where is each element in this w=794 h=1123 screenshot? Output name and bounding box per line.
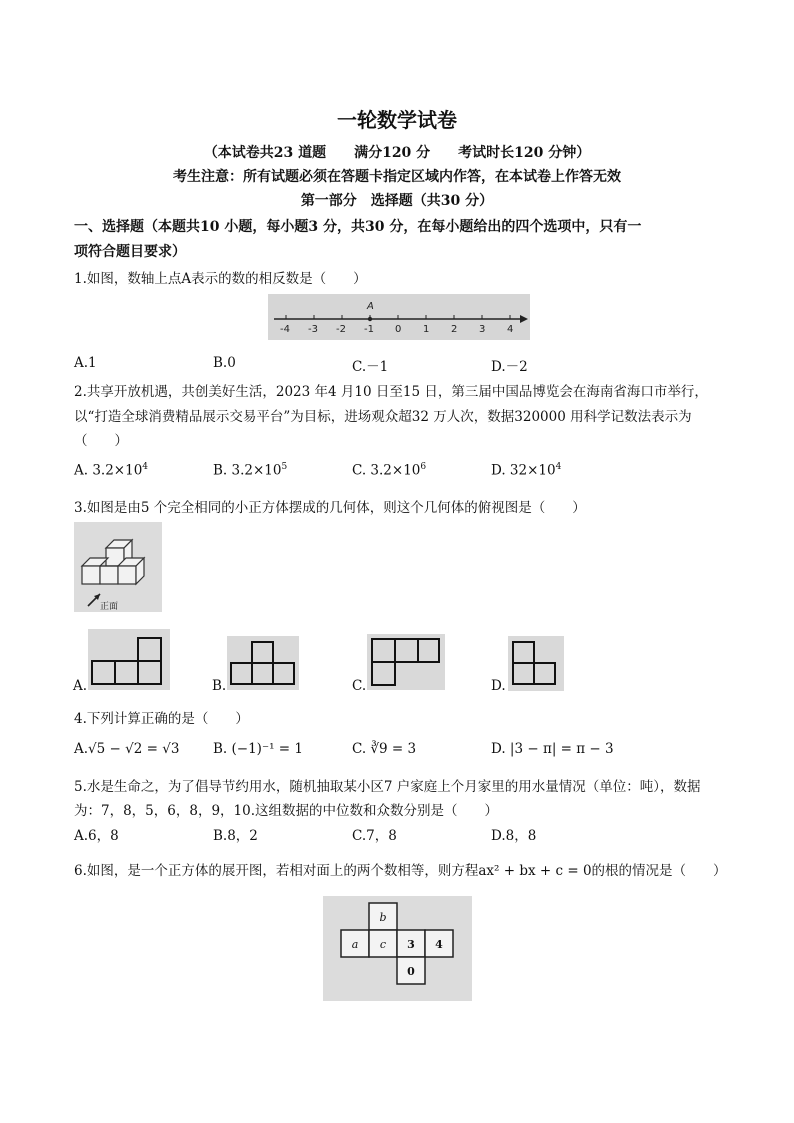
q6-stem: 6.如图，是一个正方体的展开图，若相对面上的两个数相等，则方程ax² + bx + c = 0的根的情况是（ ）	[74, 863, 727, 879]
q5-stem-line2: 为：7，8，5，6，8，9，10.这组数据的中位数和众数分别是（ ）	[74, 803, 499, 819]
tick-label: -1	[364, 324, 374, 335]
q1-number-line-figure	[268, 294, 530, 340]
q3-option-c-figure[interactable]	[367, 634, 445, 690]
paper-title: 一轮数学试卷	[337, 108, 457, 132]
front-label: 正面	[100, 602, 119, 612]
axis-arrow	[520, 315, 528, 323]
q1-option-d[interactable]: D.－2	[491, 359, 528, 375]
q2-option-b[interactable]: B. $3.2\times 10^5$	[213, 462, 288, 479]
q3-option-d-label[interactable]: D.	[491, 678, 506, 694]
q1-option-a[interactable]: A.1	[74, 355, 97, 371]
q5-option-b[interactable]: B.8，2	[213, 828, 258, 844]
tick-label: 4	[507, 324, 514, 335]
q5-stem-line1: 5.水是生命之，为了倡导节约用水，随机抽取某小区7 户家庭上个月家里的用水量情况（单位：吨），数据	[74, 779, 701, 795]
tick-label: 0	[395, 324, 402, 335]
tick-label: -3	[308, 324, 318, 335]
q4-option-d[interactable]: D. |3 − π| = π − 3	[491, 741, 614, 757]
q5-option-a[interactable]: A.6，8	[74, 828, 119, 844]
exam-notice: 考生注意：所有试题必须在答题卡指定区域内作答，在本试卷上作答无效	[173, 169, 621, 185]
tick-label: -2	[336, 324, 346, 335]
point-a	[368, 317, 372, 321]
net-cell-b: b	[379, 911, 387, 924]
q1-stem: 1.如图，数轴上点A表示的数的相反数是（ ）	[74, 271, 367, 287]
q2-option-a[interactable]: A. $3.2\times 10^4$	[74, 462, 149, 479]
q2-stem-line2: 以“打造全球消费精品展示交易平台”为目标，进场观众超32 万人次，数据320000 用科学记数法表示为	[74, 409, 692, 425]
tick-label: 3	[479, 324, 486, 335]
net-cell-c: c	[379, 938, 387, 951]
q6-cube-net-figure	[323, 896, 472, 1001]
net-cell-3: 3	[407, 938, 415, 951]
net-cell-a: a	[351, 938, 359, 951]
net-cell-0: 0	[407, 965, 415, 978]
q5-option-d[interactable]: D.8，8	[491, 828, 537, 844]
q1-option-c[interactable]: C.－1	[352, 359, 389, 375]
q3-solid-figure	[74, 522, 162, 612]
tick-label: 1	[423, 324, 430, 335]
q3-stem: 3.如图是由5 个完全相同的小正方体摆成的几何体，则这个几何体的俯视图是（ ）	[74, 500, 586, 516]
net-cell-4: 4	[435, 938, 443, 951]
q3-option-b-figure[interactable]	[227, 636, 299, 690]
q4-option-c[interactable]: C. ∛9 = 3	[352, 741, 417, 757]
tick-label: 2	[451, 324, 458, 335]
q2-option-c[interactable]: C. $3.2\times 10^6$	[352, 462, 427, 479]
q3-option-d-figure[interactable]	[508, 636, 564, 691]
q2-option-d[interactable]: D. $32\times 10^4$	[491, 462, 562, 479]
q4-stem: 4.下列计算正确的是（ ）	[74, 711, 249, 727]
cube-stack-svg	[74, 522, 162, 612]
point-a-label: A	[367, 301, 374, 312]
q5-option-c[interactable]: C.7，8	[352, 828, 397, 844]
part-heading: 第一部分 选择题（共30 分）	[300, 193, 494, 209]
q2-stem-line1: 2.共享开放机遇，共创美好生活，2023 年4 月10 日至15 日，第三届中国品博览会在海南省海口市举行，	[74, 384, 708, 400]
q3-option-b-label[interactable]: B.	[212, 678, 227, 694]
tick-label: -4	[280, 324, 290, 335]
exam-info: （本试卷共23 道题 满分120 分 考试时长120 分钟）	[203, 145, 591, 161]
section-heading-line2: 项符合题目要求）	[74, 244, 186, 260]
cube-net-svg	[323, 896, 472, 1001]
q3-option-c-label[interactable]: C.	[352, 678, 367, 694]
number-line-svg	[268, 294, 530, 340]
q4-option-a[interactable]: A.√5 − √2 = √3	[74, 741, 180, 757]
q3-option-a-figure[interactable]	[88, 629, 170, 690]
q1-option-b[interactable]: B.0	[213, 355, 236, 371]
q2-stem-line3: （ ）	[74, 433, 128, 449]
q4-option-b[interactable]: B. (−1)⁻¹ = 1	[213, 741, 303, 757]
section-heading-line1: 一、选择题（本题共10 小题，每小题3 分，共30 分，在每小题给出的四个选项中，只有一	[74, 219, 642, 235]
q3-option-a-label[interactable]: A.	[73, 678, 88, 694]
